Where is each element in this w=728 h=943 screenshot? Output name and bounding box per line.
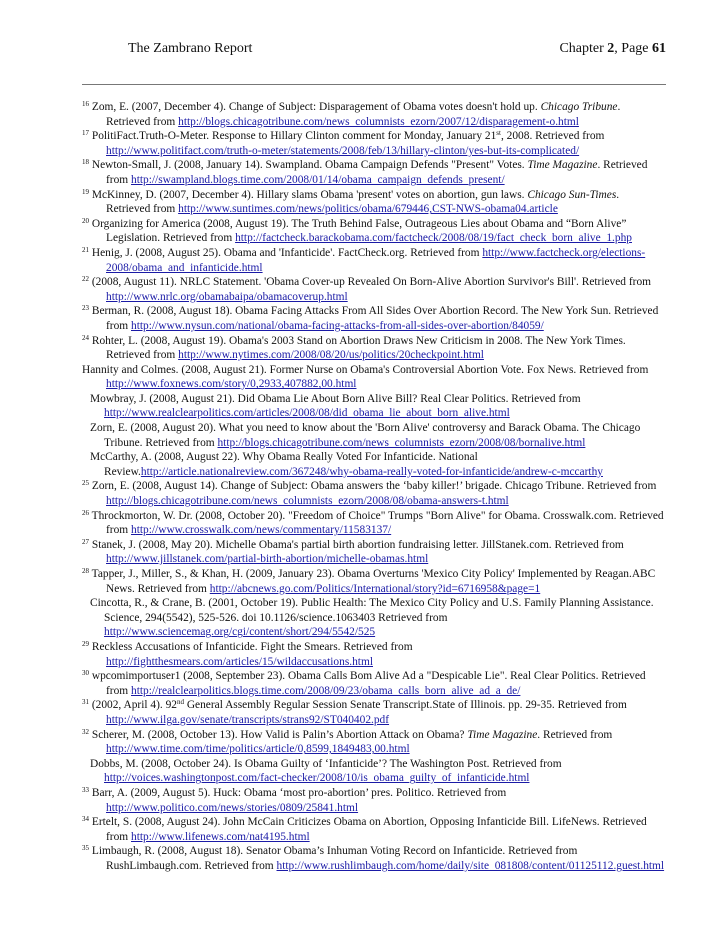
chapter-number: 2 [607, 41, 615, 56]
citation-link[interactable]: http://blogs.chicagotribune.com/news_columnists_ezorn/2007/12/disparagement-o.html [178, 115, 579, 128]
footnote [82, 129, 666, 158]
footnote [82, 815, 666, 844]
citation-link[interactable]: http://www.nytimes.com/2008/08/20/us/politics/20checkpoint.html [178, 349, 484, 362]
citation-text: . Retrieved from [106, 188, 620, 216]
citation-text: Tapper, J., Miller, S., & Khan, H. (2009, January 23). Obama Overturns 'Mexico City Policy' Implemented by Reagan.ABC News. Retrieved from [91, 568, 656, 595]
footnote-number: 27 [82, 537, 89, 546]
citation-link[interactable]: http://www.crosswalk.com/news/commentary/11583137/ [131, 524, 392, 537]
citation-link[interactable]: http://www.jillstanek.com/partial-birth-abortion/michelle-obamas.html [106, 553, 429, 566]
publication-title: Time Magazine [527, 159, 598, 172]
citation-text: PolitiFact.Truth-O-Meter. Response to Hillary Clinton comment for Monday, January 21 [91, 130, 497, 143]
footnote [82, 669, 666, 698]
footnote-number: 35 [82, 844, 89, 853]
ordinal-suffix: st [496, 129, 501, 138]
footnote [82, 479, 666, 508]
publication-title: Time Magazine [467, 728, 538, 741]
footnote [82, 246, 666, 275]
footnote-number: 24 [82, 333, 89, 342]
page-label: , Page [614, 41, 652, 56]
citation-link[interactable]: http://www.nrlc.org/obamabaipa/obamacoverup.html [106, 290, 348, 303]
footnotes-list [82, 100, 666, 873]
citation-link[interactable]: http://www.rushlimbaugh.com/home/daily/site_081808/content/01125112.guest.html [276, 859, 665, 872]
footnote-number: 33 [82, 785, 89, 794]
citation-text: , 2008. Retrieved from [500, 130, 605, 143]
citation-text: Ertelt, S. (2008, August 24). John McCain Criticizes Obama on Abortion, Opposing Infanticide Bill. LifeNews. Retrieved from [91, 816, 647, 843]
citation-text: Barr, A. (2009, August 5). Huck: Obama ‘most pro-abortion’ pres. Politico. Retrieved from [91, 786, 507, 799]
footnote [82, 757, 666, 786]
citation-link[interactable]: http://voices.washingtonpost.com/fact-checker/2008/10/is_obama_guilty_of_infanticide.html [104, 772, 530, 785]
footnote [82, 698, 666, 727]
citation-text: (2002, April 4). 92 [91, 699, 177, 712]
footnote [82, 786, 666, 815]
footnote [82, 275, 666, 304]
footnote [82, 509, 666, 538]
footnote-number: 26 [82, 508, 89, 517]
citation-link[interactable]: http://www.realclearpolitics.com/articles/2008/08/did_obama_lie_about_born_alive.html [104, 407, 510, 420]
footnote-number: 19 [82, 187, 89, 196]
report-title: The Zambrano Report [128, 41, 253, 56]
footnote-number: 22 [82, 275, 89, 284]
citation-text: wpcomimportuser1 (2008, September 23). Obama Calls Bom Alive Ad a "Despicable Lie". Real Clear Politics. Retrieved from [91, 670, 646, 697]
citation-text: Stanek, J. (2008, May 20). Michelle Obama's partial birth abortion fundraising letter. JillStanek.com. Retrieved from [91, 538, 624, 551]
citation-link[interactable]: http://www.foxnews.com/story/0,2933,407882,00.html [106, 378, 357, 391]
citation-text: Reckless Accusations of Infanticide. Fight the Smears. Retrieved from [91, 640, 413, 653]
publication-title: Chicago Tribune [540, 101, 618, 113]
citation-link[interactable]: http://www.politifact.com/truth-o-meter/statements/2008/feb/13/hillary-clinton/yes-but-its-complicated/ [106, 144, 580, 157]
footnote [82, 844, 666, 873]
citation-text: Berman, R. (2008, August 18). Obama Facing Attacks From All Sides Over Abortion Record. The New York Sun. Retrieved from [91, 305, 659, 332]
ordinal-suffix: nd [176, 698, 184, 707]
citation-link[interactable]: http://realclearpolitics.blogs.time.com/2008/09/23/obama_calls_born_alive_ad_a_de/ [131, 684, 521, 697]
citation-text: McKinney, D. (2007, December 4). Hillary slams Obama 'present' votes on abortion, gun laws. [91, 188, 528, 201]
chapter-label: Chapter [559, 41, 608, 56]
citation-text: Throckmorton, W. Dr. (2008, October 20). "Freedom of Choice" Trumps "Born Alive" for Obama. Crosswalk.com. Retrieved from [91, 509, 664, 537]
footnote-number: 18 [82, 158, 89, 167]
citation-text: Organizing for America (2008, August 19). The Truth Behind False, Outrageous Lies about Obama and “Born Alive” Legislation. Retrieved from [91, 217, 627, 245]
citation-link[interactable]: http://blogs.chicagotribune.com/news_columnists_ezorn/2008/08/obama-answers-t.html [106, 495, 509, 508]
footnote [82, 450, 666, 479]
citation-text: Newton-Small, J. (2008, January 14). Swampland. Obama Campaign Defends "Present" Votes. [91, 159, 528, 172]
footnote-number: 29 [82, 639, 89, 648]
citation-text: Cincotta, R., & Crane, B. (2001, October 19). Public Health: The Mexico City Policy and U.S. Family Planning Assistance. Science, 294(5542), 525-526. doi 10.1126/science.1063403 Retrieved from [90, 597, 654, 624]
citation-link[interactable]: http://www.ilga.gov/senate/transcripts/strans92/ST040402.pdf [106, 713, 390, 726]
header-divider [82, 84, 666, 85]
footnote-number: 31 [82, 698, 89, 707]
footnote-number: 25 [82, 479, 89, 488]
footnote-number: 17 [82, 129, 89, 138]
footnote-number: 16 [82, 100, 89, 108]
publication-title: Chicago Sun-Times [527, 188, 617, 201]
citation-text: General Assembly Regular Session Senate Transcript.State of Illinois. pp. 29-35. Retrieved from [183, 699, 627, 712]
citation-link[interactable]: http://www.suntimes.com/news/politics/obama/679446,CST-NWS-obama04.article [178, 203, 558, 216]
citation-link[interactable]: http://www.factcheck.org/elections-2008/obama_and_infanticide.html [106, 246, 646, 274]
citation-link[interactable]: http://swampland.blogs.time.com/2008/01/14/obama_campaign_defends_present/ [131, 173, 505, 186]
citation-text: Zorn, E. (2008, August 14). Change of Subject: Obama answers the ‘baby killer!’ brigade. Chicago Tribune. Retrieved from [91, 480, 657, 493]
citation-link[interactable]: http://fightthesmears.com/articles/15/wildaccusations.html [106, 655, 373, 668]
footnote [82, 538, 666, 567]
footnote [82, 217, 666, 246]
citation-text: McCarthy, A. (2008, August 22). Why Obama Really Voted For Infanticide. National Review. [90, 451, 478, 478]
citation-link[interactable]: http://www.politico.com/news/stories/0809/25841.html [106, 801, 359, 814]
citation-link[interactable]: http://www.lifenews.com/nat4195.html [131, 830, 310, 843]
footnote [82, 392, 666, 421]
footnote-number: 32 [82, 727, 89, 736]
footnote [82, 421, 666, 450]
chapter-page-label [559, 41, 666, 57]
citation-text: Henig, J. (2008, August 25). Obama and 'Infanticide'. FactCheck.org. Retrieved from [91, 246, 483, 259]
citation-text: Scherer, M. (2008, October 13). How Valid is Palin’s Abortion Attack on Obama? [91, 728, 468, 741]
citation-text: Zorn, E. (2008, August 20). What you need to know about the 'Born Alive' controversy and Barack Obama. The Chicago Tribune. Retrieved from [90, 422, 641, 449]
citation-link[interactable]: http://www.nysun.com/national/obama-facing-attacks-from-all-sides-over-abortion/84059/ [131, 319, 544, 332]
footnote [82, 567, 666, 596]
citation-link[interactable]: http://factcheck.barackobama.com/factcheck/2008/08/19/fact_check_born_alive_1.php [235, 232, 632, 245]
footnote [82, 596, 666, 640]
citation-text: Hannity and Colmes. (2008, August 21). Former Nurse on Obama's Controversial Abortion Vote. Fox News. Retrieved from [82, 363, 649, 376]
footnote-number: 20 [82, 216, 89, 225]
footnote [82, 158, 666, 187]
footnote [82, 728, 666, 757]
citation-text: Zom, E. (2007, December 4). Change of Subject: Disparagement of Obama votes doesn't hold up. [91, 101, 541, 113]
citation-text: . Retrieved from [106, 101, 621, 128]
footnote [82, 304, 666, 333]
footnote-number: 34 [82, 815, 89, 824]
citation-link[interactable]: http://article.nationalreview.com/367248/why-obama-really-voted-for-infanticide/andrew-c-mccarthy [140, 465, 603, 478]
footnote-number: 28 [82, 567, 89, 575]
footnote [82, 100, 666, 129]
footnote-number: 23 [82, 304, 89, 313]
citation-link[interactable]: http://www.sciencemag.org/cgi/content/short/294/5542/525 [104, 626, 376, 639]
citation-link[interactable]: http://abcnews.go.com/Politics/International/story?id=6716958&page=1 [209, 582, 541, 595]
citation-link[interactable]: http://www.time.com/time/politics/article/0,8599,1849483,00.html [106, 743, 410, 756]
footnote [82, 640, 666, 669]
citation-text: . Retrieved from [537, 728, 613, 741]
citation-text: (2008, August 11). NRLC Statement. 'Obama Cover-up Revealed On Born-Alive Abortion Survivor's Bill'. Retrieved from [91, 276, 651, 289]
page-number: 61 [652, 41, 666, 56]
footnote [82, 188, 666, 217]
footnote [82, 334, 666, 363]
footnote-number: 30 [82, 669, 89, 678]
citation-link[interactable]: http://blogs.chicagotribune.com/news_columnists_ezorn/2008/08/bornalive.html [217, 436, 586, 449]
footnote-number: 21 [82, 245, 89, 254]
citation-text: Rohter, L. (2008, August 19). Obama's 2003 Stand on Abortion Draws New Criticism in 2008. The New York Times. Retrieved from [91, 334, 626, 362]
footnote [82, 363, 666, 392]
citation-text: Limbaugh, R. (2008, August 18). Senator Obama’s Inhuman Voting Record on Infanticide. Retrieved from RushLimbaugh.com. Retrieved from [91, 845, 578, 872]
citation-text: Mowbray, J. (2008, August 21). Did Obama Lie About Born Alive Bill? Real Clear Politics. Retrieved from [90, 392, 581, 405]
citation-text: . Retrieved from [106, 159, 648, 186]
citation-text: Dobbs, M. (2008, October 24). Is Obama Guilty of ‘Infanticide’? The Washington Post. Retrieved from [90, 757, 562, 770]
